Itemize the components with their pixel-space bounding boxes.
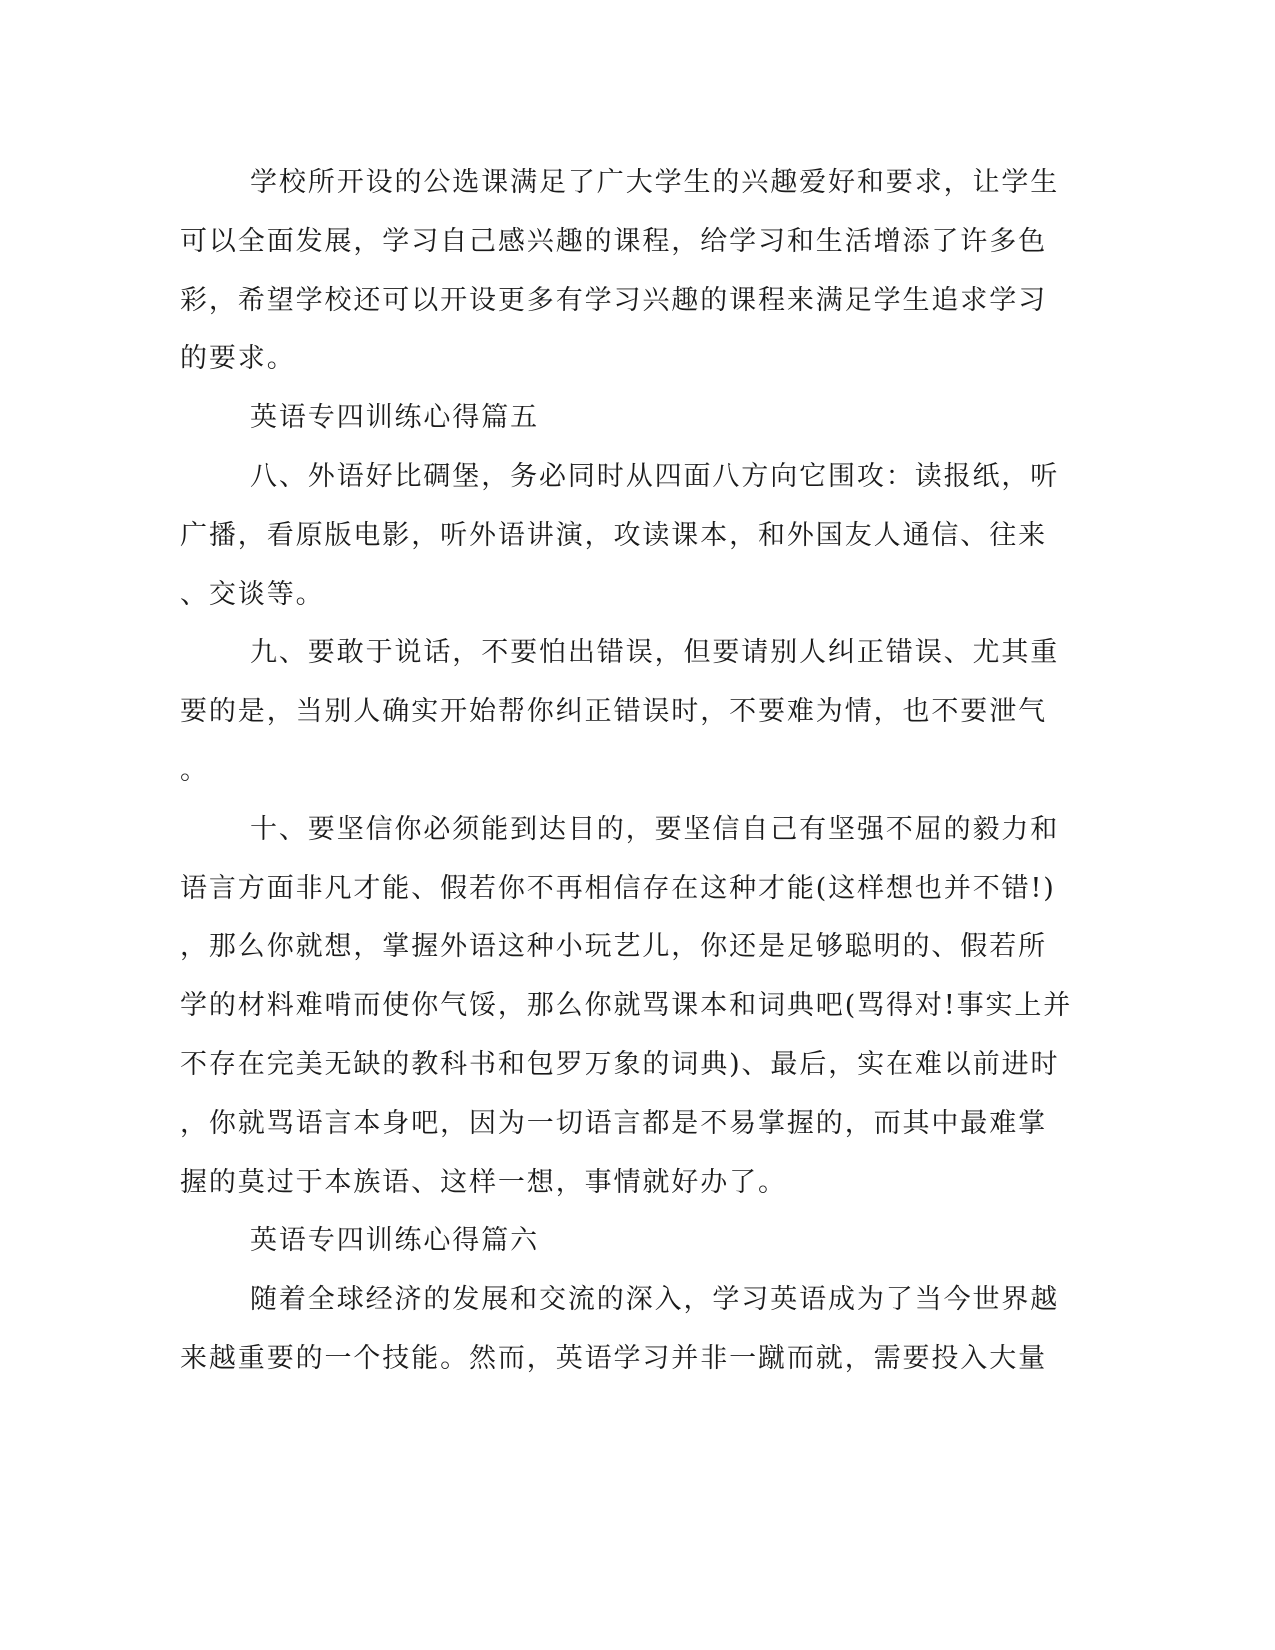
section-heading-6: 英语专四训练心得篇六	[250, 1225, 539, 1257]
paragraph-line: 来越重要的一个技能。然而，英语学习并非一蹴而就，需要投入大量	[180, 1342, 1047, 1374]
paragraph-line: ，你就骂语言本身吧，因为一切语言都是不易掌握的，而其中最难掌	[180, 1107, 1047, 1139]
paragraph-line: 彩，希望学校还可以开设更多有学习兴趣的课程来满足学生追求学习	[180, 284, 1047, 316]
paragraph-line: 九、要敢于说话，不要怕出错误，但要请别人纠正错误、尤其重	[250, 637, 1060, 669]
document-body	[180, 154, 1073, 1389]
paragraph-line: 的要求。	[180, 343, 296, 375]
paragraph-line: 语言方面非凡才能、假若你不再相信存在这种才能(这样想也并不错!)	[180, 872, 1056, 904]
paragraph-line: 、交谈等。	[180, 578, 325, 610]
paragraph-line: 。	[180, 754, 209, 786]
paragraph-line: ，那么你就想，掌握外语这种小玩艺儿，你还是足够聪明的、假若所	[180, 931, 1047, 963]
paragraph-line: 学校所开设的公选课满足了广大学生的兴趣爱好和要求，让学生	[250, 167, 1060, 198]
paragraph-line: 不存在完美无缺的教科书和包罗万象的词典)、最后，实在难以前进时	[180, 1048, 1060, 1080]
paragraph-line: 要的是，当别人确实开始帮你纠正错误时，不要难为情，也不要泄气	[180, 696, 1047, 728]
paragraph-line: 随着全球经济的发展和交流的深入，学习英语成为了当今世界越	[250, 1284, 1060, 1316]
paragraph-line: 学的材料难啃而使你气馁，那么你就骂课本和词典吧(骂得对!事实上并	[180, 990, 1073, 1022]
section-heading-5: 英语专四训练心得篇五	[250, 402, 539, 434]
paragraph-line: 八、外语好比碉堡，务必同时从四面八方向它围攻：读报纸，听	[250, 460, 1060, 492]
paragraph-line: 可以全面发展，学习自己感兴趣的课程，给学习和生活增添了许多色	[180, 225, 1047, 257]
paragraph-line: 握的莫过于本族语、这样一想，事情就好办了。	[180, 1166, 787, 1198]
paragraph-line: 广播，看原版电影，听外语讲演，攻读课本，和外国友人通信、往来	[180, 519, 1047, 551]
paragraph-line: 十、要坚信你必须能到达目的，要坚信自己有坚强不屈的毅力和	[250, 813, 1060, 845]
